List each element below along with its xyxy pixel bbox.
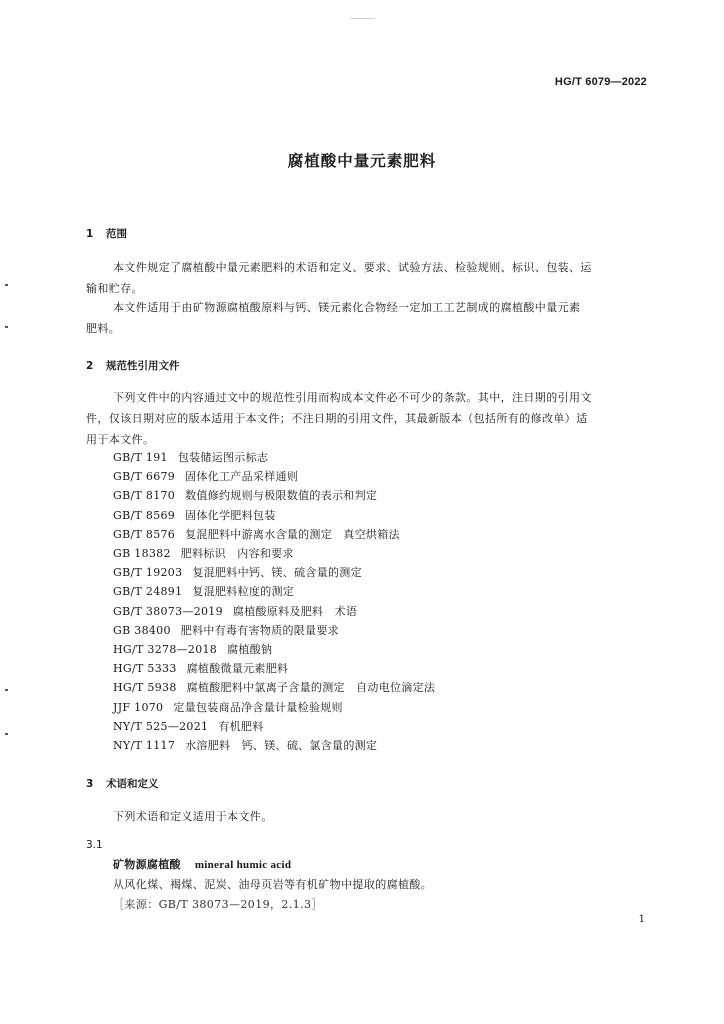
reference-item bbox=[113, 603, 357, 619]
reference-item bbox=[113, 487, 377, 503]
scope-paragraph-2-line-2: 肥料。 bbox=[86, 322, 121, 335]
section-title: 范围 bbox=[106, 228, 127, 240]
scope-paragraph-1-line-2: 输和贮存。 bbox=[86, 282, 143, 295]
scan-mark bbox=[5, 689, 8, 691]
term-zh: 矿物源腐植酸 bbox=[113, 858, 181, 871]
reference-title: 腐植酸微量元素肥料 bbox=[186, 662, 289, 676]
term-number: 3.1 bbox=[86, 839, 103, 851]
reference-item bbox=[113, 622, 339, 638]
reference-title: 腐植酸钠 bbox=[227, 643, 273, 656]
reference-title: 包装储运图示标志 bbox=[177, 451, 269, 464]
normative-intro-line-3: 用于本文件。 bbox=[86, 433, 155, 446]
reference-item bbox=[113, 718, 264, 734]
standard-number: HG/T 6079—2022 bbox=[554, 76, 647, 88]
section-number: 3 bbox=[86, 778, 94, 790]
reference-title: 腐植酸原料及肥料 术语 bbox=[232, 604, 358, 618]
reference-item bbox=[113, 737, 377, 753]
reference-title: 复混肥料中钙、镁、硫含量的测定 bbox=[192, 566, 362, 580]
term-source: ［来源：GB/T 38073—2019，2.1.3］ bbox=[113, 898, 323, 911]
reference-title: 有机肥料 bbox=[218, 719, 264, 733]
section-2-heading bbox=[86, 358, 180, 373]
reference-item bbox=[113, 468, 298, 484]
reference-item bbox=[113, 545, 294, 561]
term-definition: 从风化煤、褐煤、泥炭、油母页岩等有机矿物中提取的腐植酸。 bbox=[113, 878, 433, 891]
reference-item bbox=[113, 449, 268, 465]
reference-code: GB/T 8576 bbox=[113, 527, 176, 541]
section-number: 2 bbox=[86, 360, 94, 372]
reference-title: 固体化学肥料包装 bbox=[185, 508, 276, 522]
reference-code: GB 38400 bbox=[113, 623, 171, 637]
reference-item bbox=[113, 641, 272, 657]
reference-code: NY/T 525—2021 bbox=[113, 719, 209, 733]
reference-code: GB/T 191 bbox=[113, 451, 168, 464]
reference-code: HG/T 3278—2018 bbox=[113, 643, 218, 656]
reference-title: 复混肥料粒度的测定 bbox=[192, 585, 295, 599]
terms-intro: 下列术语和定义适用于本文件。 bbox=[113, 810, 273, 823]
reference-title: 腐植酸肥料中氯离子含量的测定 自动电位滴定法 bbox=[186, 681, 436, 695]
reference-code: GB/T 8170 bbox=[113, 489, 176, 503]
reference-code: GB/T 24891 bbox=[113, 585, 183, 599]
normative-intro-line-2: 件，仅该日期对应的版本适用于本文件；不注日期的引用文件，其最新版本（包括所有的修改单）适 bbox=[86, 412, 588, 425]
reference-item bbox=[113, 583, 294, 599]
reference-code: JJF 1070 bbox=[113, 700, 164, 714]
reference-title: 定量包装商品净含量计量检验规则 bbox=[173, 700, 343, 714]
reference-code: GB/T 38073—2019 bbox=[113, 604, 223, 618]
term-en: mineral humic acid bbox=[194, 859, 292, 871]
reference-item bbox=[113, 507, 276, 523]
reference-code: HG/T 5333 bbox=[113, 662, 177, 676]
reference-item bbox=[113, 699, 343, 715]
section-title: 规范性引用文件 bbox=[106, 360, 180, 372]
section-3-heading bbox=[86, 776, 159, 791]
section-number: 1 bbox=[86, 228, 94, 240]
reference-title: 复混肥料中游离水含量的测定 真空烘箱法 bbox=[185, 527, 400, 541]
scan-mark bbox=[5, 284, 8, 286]
scope-paragraph-2-line-1: 本文件适用于由矿物源腐植酸原料与钙、镁元素化合物经一定加工工艺制成的腐植酸中量元素 bbox=[113, 301, 581, 314]
section-1-heading bbox=[86, 226, 127, 241]
reference-code: GB/T 19203 bbox=[113, 566, 183, 580]
normative-intro-line-1: 下列文件中的内容通过文中的规范性引用而构成本文件必不可少的条款。其中，注日期的引用文 bbox=[113, 391, 592, 404]
reference-code: HG/T 5938 bbox=[113, 681, 177, 695]
page-number: 1 bbox=[638, 914, 645, 925]
reference-item bbox=[113, 679, 435, 695]
scope-paragraph-1-line-1: 本文件规定了腐植酸中量元素肥料的术语和定义、要求、试验方法、检验规则、标识、包装、运 bbox=[113, 261, 592, 274]
reference-title: 肥料中有毒有害物质的限量要求 bbox=[180, 623, 339, 637]
section-title: 术语和定义 bbox=[106, 778, 159, 790]
reference-code: GB 18382 bbox=[113, 547, 171, 560]
reference-title: 固体化工产品采样通则 bbox=[185, 470, 299, 484]
reference-code: GB/T 6679 bbox=[113, 470, 176, 484]
term-heading bbox=[113, 856, 291, 872]
reference-item bbox=[113, 564, 362, 580]
reference-item bbox=[113, 526, 400, 542]
scan-artifact bbox=[350, 18, 374, 19]
reference-title: 肥料标识 内容和要求 bbox=[180, 547, 294, 560]
reference-item bbox=[113, 660, 288, 676]
scan-mark bbox=[5, 326, 8, 328]
scan-mark bbox=[5, 733, 8, 735]
reference-code: GB/T 8569 bbox=[113, 508, 176, 522]
reference-title: 水溶肥料 钙、镁、硫、氯含量的测定 bbox=[185, 739, 378, 752]
reference-code: NY/T 1117 bbox=[113, 739, 176, 752]
document-title: 腐植酸中量元素肥料 bbox=[287, 152, 437, 170]
reference-title: 数值修约规则与极限数值的表示和判定 bbox=[185, 489, 378, 503]
